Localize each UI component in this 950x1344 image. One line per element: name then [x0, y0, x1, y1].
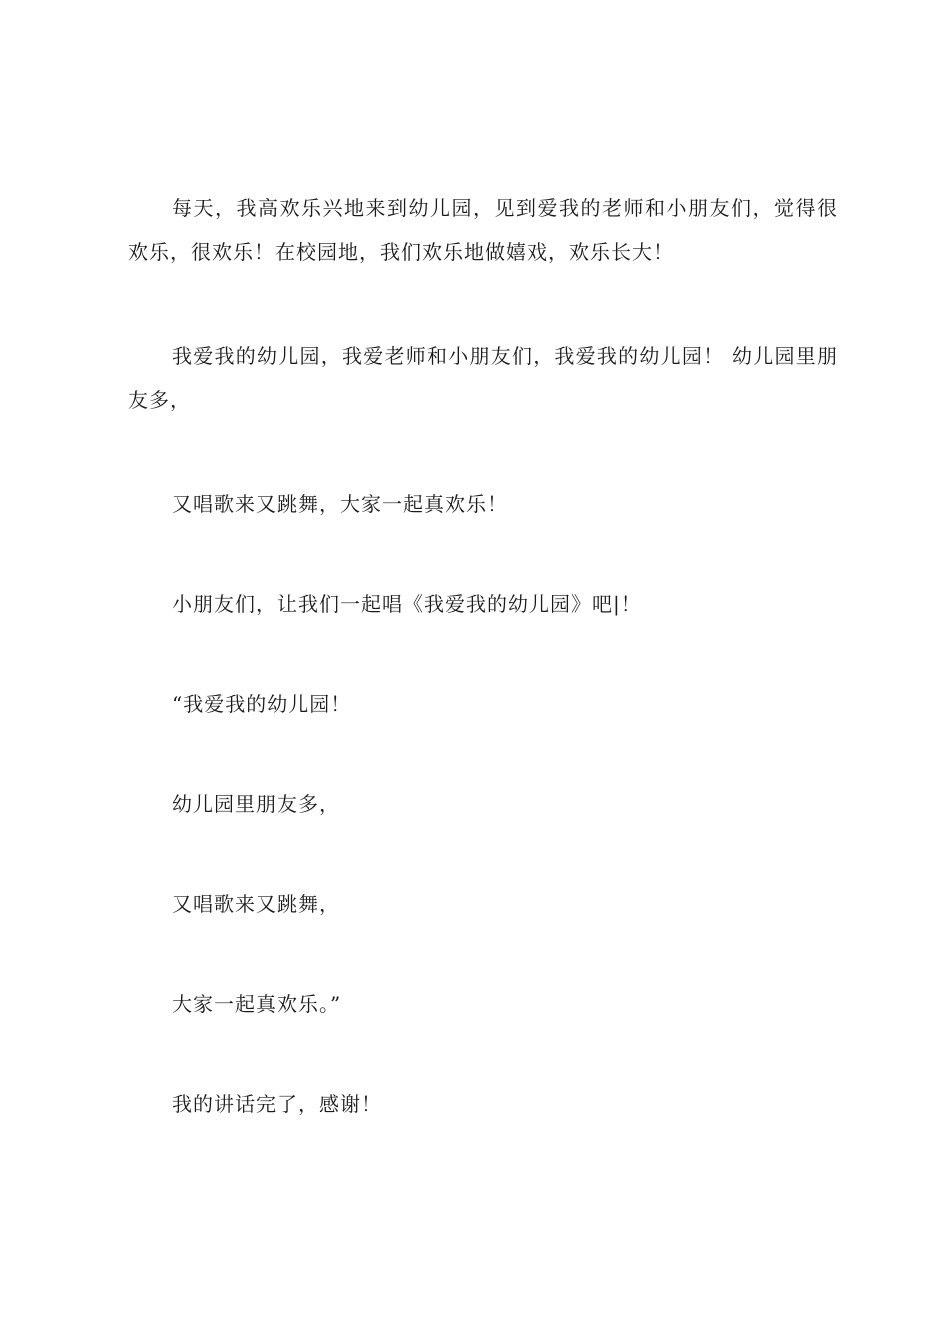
song-line-4: 大家一起真欢乐。”	[172, 992, 342, 1016]
paragraph-sing-dance: 又唱歌来又跳舞，大家一起真欢乐！	[172, 492, 508, 516]
paragraph-intro: 每天，我高欢乐兴地来到幼儿园，见到爱我的老师和小朋友们，觉得很欢乐，很欢乐！在校园地，我们欢乐地做嬉戏，欢乐长大！	[128, 196, 838, 264]
closing-line: 我的讲话完了，感谢！	[172, 1092, 382, 1116]
paragraph-invitation: 小朋友们，让我们一起唱《我爱我的幼儿园》吧|！	[172, 592, 642, 616]
song-line-2: 幼儿园里朋友多，	[172, 792, 340, 816]
song-line-1: “我爱我的幼儿园！	[172, 692, 352, 716]
paragraph-love-kindergarten: 我爱我的幼儿园，我爱老师和小朋友们，我爱我的幼儿园！ 幼儿园里朋友多，	[128, 344, 838, 412]
song-line-3: 又唱歌来又跳舞，	[172, 892, 340, 916]
